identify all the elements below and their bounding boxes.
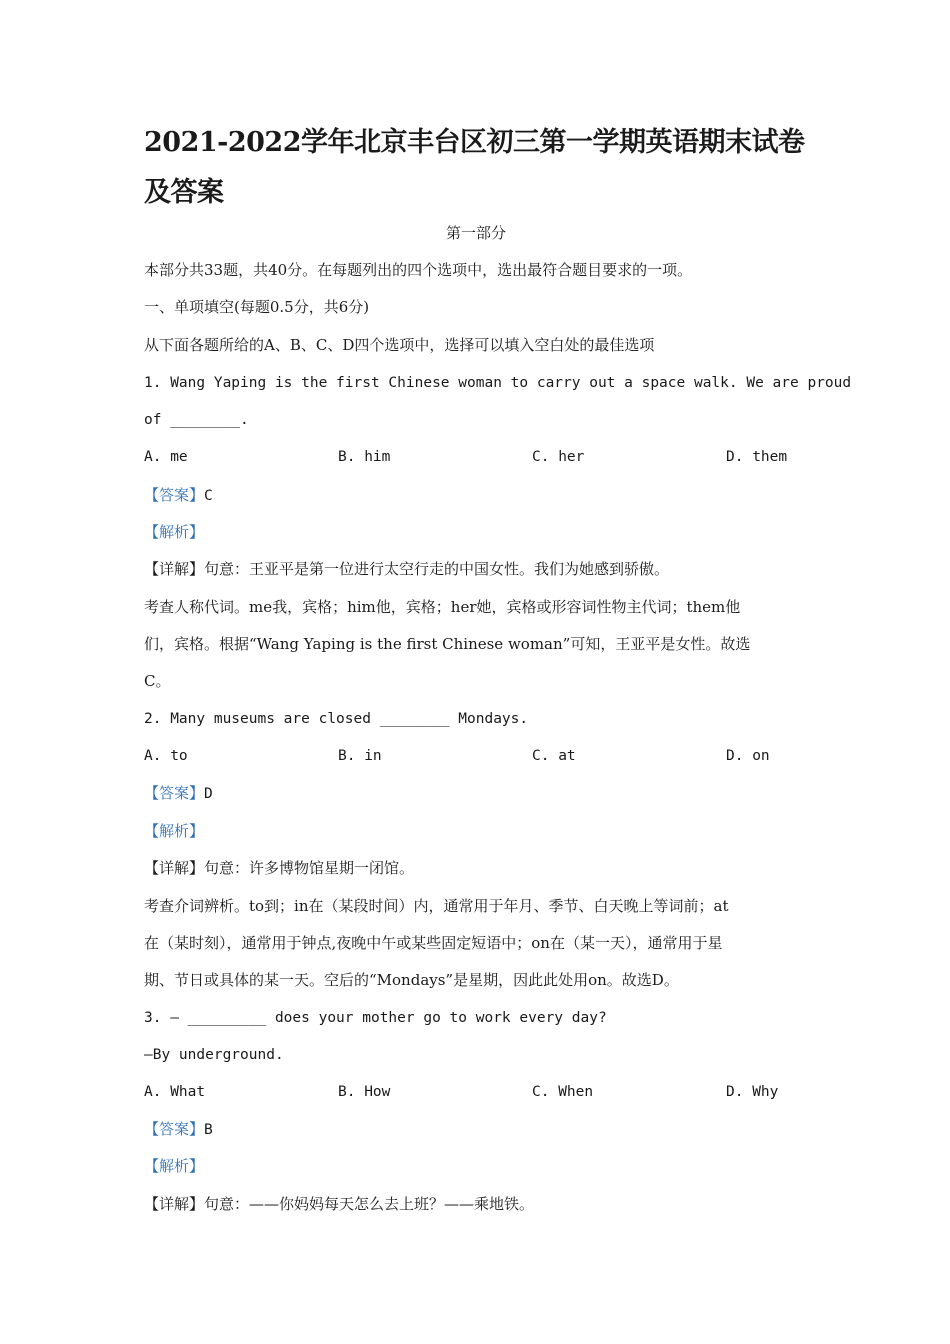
question-3-answer <box>144 1118 213 1141</box>
question-1-stem-line2: of ________. <box>144 412 249 428</box>
section-title: 一、单项填空(每题0.5分，共6分) <box>144 298 370 316</box>
detail-tag: 【详解】 <box>144 859 205 877</box>
question-2-stem: 2. Many museums are closed ________ Mondays. <box>144 711 529 727</box>
question-1-option-c: C. her <box>532 449 585 465</box>
analysis-tag: 【解析】 <box>144 1157 205 1175</box>
detail-text: 句意：许多博物馆星期一闭馆。 <box>204 859 415 877</box>
answer-value: D <box>204 786 213 802</box>
question-2-explain-line3: 期、节日或具体的某一天。空后的“Mondays”是星期，因此此处用on。故选D。 <box>144 971 679 989</box>
question-3-stem-line2: —By underground. <box>144 1047 284 1063</box>
question-2-option-d: D. on <box>726 748 770 764</box>
question-3-option-c: C. When <box>532 1084 594 1100</box>
question-3-option-a: A. What <box>144 1084 206 1100</box>
question-3-option-b: B. How <box>338 1084 391 1100</box>
detail-tag: 【详解】 <box>144 560 205 578</box>
question-1-option-b: B. him <box>338 449 391 465</box>
analysis-tag: 【解析】 <box>144 523 205 541</box>
question-1-option-a: A. me <box>144 449 188 465</box>
answer-value: C <box>204 488 213 504</box>
question-2-option-b: B. in <box>338 748 382 764</box>
question-1-answer <box>144 484 213 507</box>
question-1-stem-line1: 1. Wang Yaping is the first Chinese woman to carry out a space walk. We are proud <box>144 375 852 391</box>
detail-text: 句意：王亚平是第一位进行太空行走的中国女性。我们为她感到骄傲。 <box>204 560 670 578</box>
question-1-explain-line2: 们，宾格。根据“Wang Yaping is the first Chinese woman”可知，王亚平是女性。故选 <box>144 635 751 653</box>
part-intro: 本部分共33题，共40分。在每题列出的四个选项中，选出最符合题目要求的一项。 <box>144 261 693 279</box>
answer-value: B <box>204 1122 213 1138</box>
section-instruction: 从下面各题所给的A、B、C、D四个选项中，选择可以填入空白处的最佳选项 <box>144 336 655 354</box>
analysis-tag: 【解析】 <box>144 822 205 840</box>
question-1-option-d: D. them <box>726 449 788 465</box>
question-1-analysis <box>144 521 204 543</box>
question-2-option-a: A. to <box>144 748 188 764</box>
part-heading: 第一部分 <box>445 224 506 242</box>
question-1-explain-line1: 考查人称代词。me我，宾格；him他，宾格；her她，宾格或形容词性物主代词；them他 <box>144 598 741 616</box>
question-2-explain-line2: 在（某时刻），通常用于钟点,夜晚中午或某些固定短语中；on在（某一天），通常用于星 <box>144 934 723 952</box>
question-3-analysis <box>144 1155 204 1177</box>
detail-text: 句意：——你妈妈每天怎么去上班？——乘地铁。 <box>204 1195 535 1213</box>
question-2-explain-line1: 考查介词辨析。to到；in在（某段时间）内，通常用于年月、季节、白天晚上等词前；at <box>144 897 729 915</box>
answer-tag: 【答案】 <box>144 784 205 802</box>
question-2-detail <box>144 857 414 879</box>
question-2-option-c: C. at <box>532 748 576 764</box>
answer-tag: 【答案】 <box>144 486 205 504</box>
answer-tag: 【答案】 <box>144 1120 205 1138</box>
question-1-detail <box>144 558 669 580</box>
document-title: 2021-2022学年北京丰台区初三第一学期英语期末试卷及答案 <box>144 127 805 208</box>
question-3-detail <box>144 1193 534 1215</box>
question-2-analysis <box>144 820 204 842</box>
question-1-explain-line3: C。 <box>144 672 171 690</box>
question-3-stem-line1: 3. — _________ does your mother go to work every day? <box>144 1010 607 1026</box>
question-2-answer <box>144 782 213 805</box>
detail-tag: 【详解】 <box>144 1195 205 1213</box>
question-3-option-d: D. Why <box>726 1084 779 1100</box>
